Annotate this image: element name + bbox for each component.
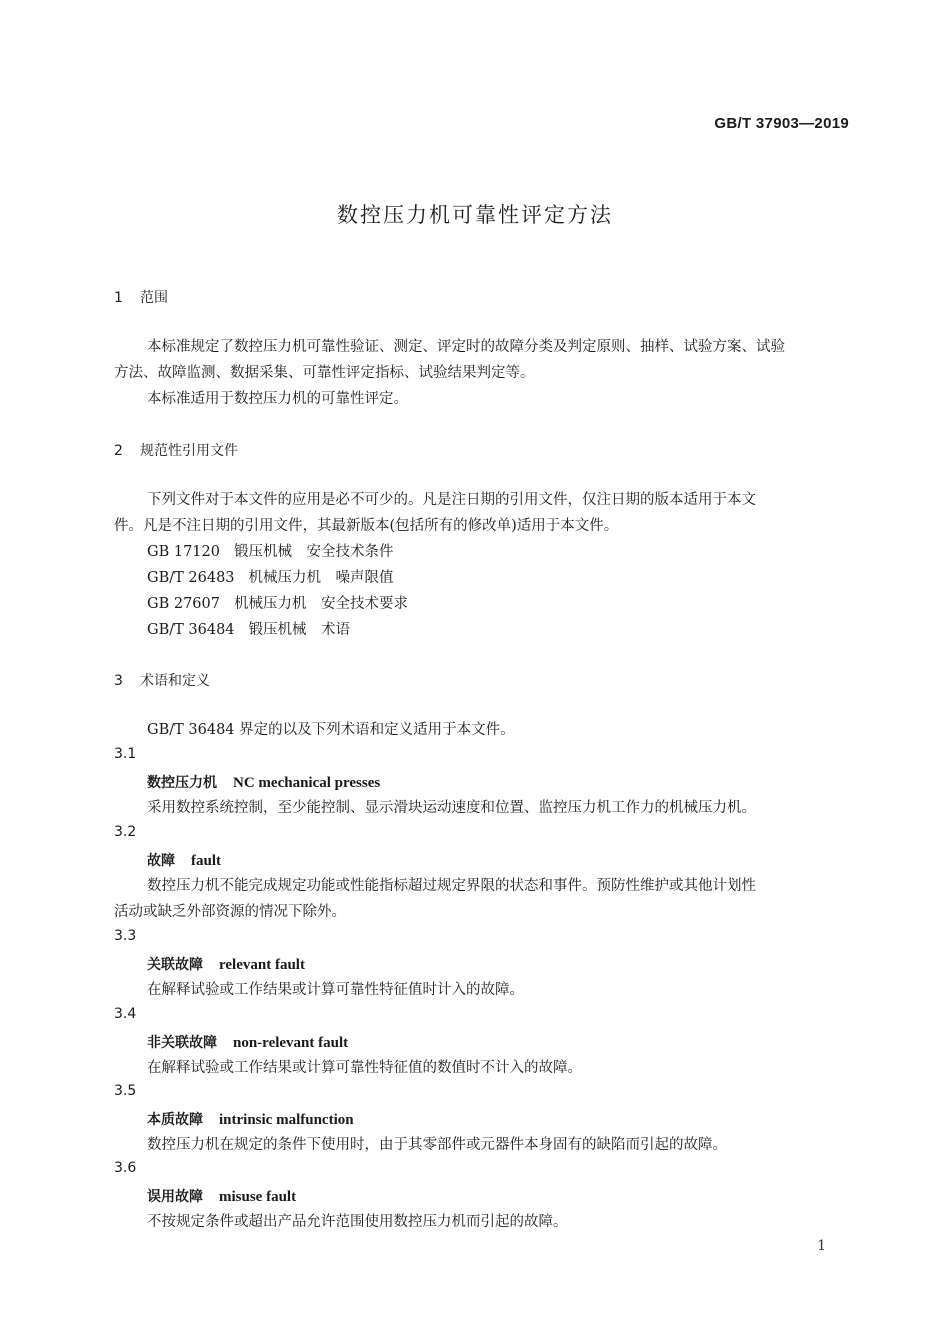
term-heading — [147, 1186, 296, 1206]
scope-paragraph-line-1: 本标准规定了数控压力机可靠性验证、测定、评定时的故障分类及判定原则、抽样、试验方案、试验 — [147, 339, 785, 355]
scope-paragraph-2: 本标准适用于数控压力机的可靠性评定。 — [147, 391, 408, 407]
term-heading — [147, 954, 305, 974]
term-definition-continued: 活动或缺乏外部资源的情况下除外。 — [114, 904, 346, 920]
term-zh: 故障 — [147, 853, 175, 869]
section-number: 3 — [114, 673, 123, 689]
term-number: 3.6 — [114, 1160, 137, 1176]
section-title: 规范性引用文件 — [140, 443, 238, 459]
term-number: 3.3 — [114, 928, 137, 944]
reference-title: 锻压机械 术语 — [248, 622, 351, 638]
normative-paragraph-line-1: 下列文件对于本文件的应用是必不可少的。凡是注日期的引用文件，仅注日期的版本适用于本文 — [147, 492, 756, 508]
term-definition: 采用数控系统控制，至少能控制、显示滑块运动速度和位置、监控压力机工作力的机械压力机。 — [147, 800, 756, 816]
reference-item — [147, 539, 393, 565]
term-definition: 在解释试验或工作结果或计算可靠性特征值的数值时不计入的故障。 — [147, 1060, 582, 1076]
term-definition: 不按规定条件或超出产品允许范围使用数控压力机而引起的故障。 — [147, 1214, 568, 1230]
term-en: misuse fault — [219, 1189, 297, 1205]
term-heading — [147, 772, 380, 792]
normative-paragraph-line-2: 件。凡是不注日期的引用文件，其最新版本(包括所有的修改单)适用于本文件。 — [114, 518, 619, 534]
term-zh: 关联故障 — [147, 957, 203, 973]
reference-item — [147, 591, 408, 617]
term-en: fault — [191, 853, 221, 869]
term-zh: 数控压力机 — [147, 775, 217, 791]
reference-title: 锻压机械 安全技术条件 — [233, 544, 394, 560]
page-number: 1 — [817, 1238, 826, 1254]
document-title: 数控压力机可靠性评定方法 — [337, 203, 613, 227]
reference-code: GB 27607 — [147, 596, 220, 612]
section-1-heading — [114, 287, 168, 307]
section-3-heading — [114, 670, 210, 690]
term-number: 3.4 — [114, 1006, 137, 1022]
term-definition: 数控压力机不能完成规定功能或性能指标超过规定界限的状态和事件。预防性维护或其他计划性 — [147, 878, 756, 894]
term-en: relevant fault — [219, 957, 305, 973]
terms-intro: GB/T 36484 界定的以及下列术语和定义适用于本文件。 — [147, 722, 515, 738]
reference-code: GB 17120 — [147, 544, 220, 560]
term-definition: 在解释试验或工作结果或计算可靠性特征值时计入的故障。 — [147, 982, 524, 998]
reference-item — [147, 617, 350, 643]
term-heading — [147, 1032, 348, 1052]
term-zh: 误用故障 — [147, 1189, 203, 1205]
reference-title: 机械压力机 安全技术要求 — [233, 596, 408, 612]
section-number: 1 — [114, 290, 123, 306]
reference-code: GB/T 26483 — [147, 570, 235, 586]
term-zh: 本质故障 — [147, 1112, 203, 1128]
reference-item — [147, 565, 394, 591]
section-2-heading — [114, 440, 238, 460]
reference-title: 机械压力机 噪声限值 — [248, 570, 394, 586]
reference-code: GB/T 36484 — [147, 622, 235, 638]
term-en: NC mechanical presses — [233, 775, 381, 791]
term-number: 3.5 — [114, 1083, 137, 1099]
term-en: non-relevant fault — [233, 1035, 349, 1051]
term-definition: 数控压力机在规定的条件下使用时，由于其零部件或元器件本身固有的缺陷而引起的故障。 — [147, 1137, 727, 1153]
term-number: 3.2 — [114, 824, 137, 840]
section-title: 范围 — [140, 290, 168, 306]
term-heading — [147, 850, 221, 870]
standard-code: GB/T 37903—2019 — [714, 115, 849, 132]
term-en: intrinsic malfunction — [219, 1112, 354, 1128]
term-heading — [147, 1109, 354, 1129]
scope-paragraph-line-2: 方法、故障监测、数据采集、可靠性评定指标、试验结果判定等。 — [114, 365, 535, 381]
term-number: 3.1 — [114, 746, 137, 762]
section-title: 术语和定义 — [140, 673, 210, 689]
section-number: 2 — [114, 443, 123, 459]
term-zh: 非关联故障 — [147, 1035, 217, 1051]
